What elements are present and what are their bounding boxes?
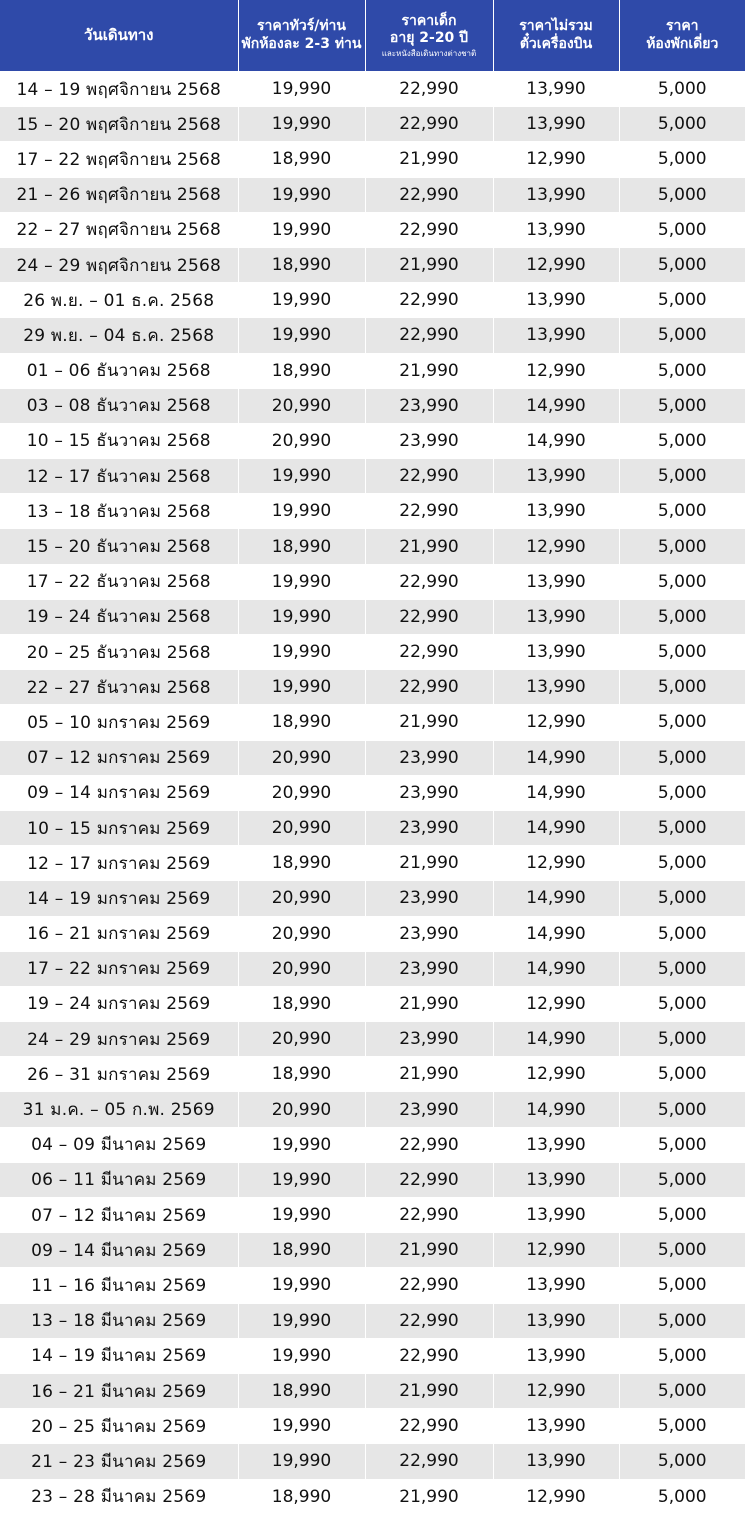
child-price-cell: 23,990: [365, 810, 493, 845]
no-ticket-price-cell: 13,990: [493, 635, 619, 670]
table-row: [0, 1127, 745, 1162]
travel-date-cell: 20 – 25 ธันวาคม 2568: [0, 635, 238, 670]
single-room-price-cell: 5,000: [619, 1162, 745, 1197]
table-row: [0, 810, 745, 845]
travel-date-cell: 10 – 15 มกราคม 2569: [0, 810, 238, 845]
table-row: [0, 916, 745, 951]
table-row: [0, 1022, 745, 1057]
travel-date-cell: 06 – 11 มีนาคม 2569: [0, 1162, 238, 1197]
no-ticket-price-cell: 13,990: [493, 318, 619, 353]
child-price-cell: 21,990: [365, 986, 493, 1021]
single-room-price-cell: 5,000: [619, 1338, 745, 1373]
no-ticket-price-cell: 12,990: [493, 1057, 619, 1092]
travel-date-cell: 29 พ.ย. – 04 ธ.ค. 2568: [0, 318, 238, 353]
table-row: [0, 1233, 745, 1268]
no-ticket-price-cell: 12,990: [493, 1373, 619, 1408]
no-ticket-price-cell: 12,990: [493, 986, 619, 1021]
child-price-cell: 22,990: [365, 635, 493, 670]
table-row: [0, 212, 745, 247]
adult-price-cell: 19,990: [238, 72, 365, 107]
adult-price-cell: 20,990: [238, 1022, 365, 1057]
travel-date-cell: 26 พ.ย. – 01 ธ.ค. 2568: [0, 283, 238, 318]
adult-price-cell: 18,990: [238, 529, 365, 564]
header-no-ticket-price: [493, 0, 619, 72]
adult-price-cell: 19,990: [238, 107, 365, 142]
child-price-cell: 22,990: [365, 564, 493, 599]
table-row: [0, 107, 745, 142]
travel-date-cell: 04 – 09 มีนาคม 2569: [0, 1127, 238, 1162]
no-ticket-price-cell: 13,990: [493, 599, 619, 634]
travel-date-cell: 19 – 24 ธันวาคม 2568: [0, 599, 238, 634]
single-room-price-cell: 5,000: [619, 1092, 745, 1127]
adult-price-cell: 18,990: [238, 1479, 365, 1514]
child-price-cell: 23,990: [365, 740, 493, 775]
single-room-price-cell: 5,000: [619, 635, 745, 670]
child-price-cell: 23,990: [365, 1092, 493, 1127]
child-price-cell: 22,990: [365, 72, 493, 107]
adult-price-cell: 19,990: [238, 1409, 365, 1444]
table-row: [0, 1092, 745, 1127]
single-room-price-cell: 5,000: [619, 951, 745, 986]
travel-date-cell: 11 – 16 มีนาคม 2569: [0, 1268, 238, 1303]
travel-date-cell: 24 – 29 มกราคม 2569: [0, 1022, 238, 1057]
child-price-cell: 22,990: [365, 212, 493, 247]
travel-date-cell: 07 – 12 มีนาคม 2569: [0, 1198, 238, 1233]
single-room-price-cell: 5,000: [619, 599, 745, 634]
travel-date-cell: 09 – 14 มีนาคม 2569: [0, 1233, 238, 1268]
table-row: [0, 599, 745, 634]
header-travel-date: [0, 0, 238, 72]
travel-date-cell: 21 – 23 มีนาคม 2569: [0, 1444, 238, 1479]
single-room-price-cell: 5,000: [619, 986, 745, 1021]
header-no-ticket-price-line1: ราคาไม่รวม: [519, 18, 593, 34]
child-price-cell: 21,990: [365, 1233, 493, 1268]
child-price-cell: 21,990: [365, 846, 493, 881]
travel-date-cell: 13 – 18 มีนาคม 2569: [0, 1303, 238, 1338]
table-row: [0, 72, 745, 107]
single-room-price-cell: 5,000: [619, 1479, 745, 1514]
no-ticket-price-cell: 13,990: [493, 283, 619, 318]
travel-date-cell: 26 – 31 มกราคม 2569: [0, 1057, 238, 1092]
table-row: [0, 318, 745, 353]
adult-price-cell: 20,990: [238, 916, 365, 951]
travel-date-cell: 15 – 20 ธันวาคม 2568: [0, 529, 238, 564]
adult-price-cell: 20,990: [238, 423, 365, 458]
single-room-price-cell: 5,000: [619, 1444, 745, 1479]
header-single-room-price-line2: ห้องพักเดี่ยว: [646, 35, 719, 52]
child-price-cell: 21,990: [365, 247, 493, 282]
table-row: [0, 881, 745, 916]
single-room-price-cell: 5,000: [619, 177, 745, 212]
adult-price-cell: 20,990: [238, 810, 365, 845]
single-room-price-cell: 5,000: [619, 353, 745, 388]
no-ticket-price-cell: 13,990: [493, 212, 619, 247]
single-room-price-cell: 5,000: [619, 283, 745, 318]
adult-price-cell: 19,990: [238, 283, 365, 318]
child-price-cell: 21,990: [365, 1479, 493, 1514]
adult-price-cell: 19,990: [238, 1268, 365, 1303]
child-price-cell: 22,990: [365, 318, 493, 353]
single-room-price-cell: 5,000: [619, 775, 745, 810]
child-price-cell: 22,990: [365, 599, 493, 634]
child-price-cell: 21,990: [365, 1373, 493, 1408]
table-row: [0, 1444, 745, 1479]
single-room-price-cell: 5,000: [619, 72, 745, 107]
adult-price-cell: 18,990: [238, 1057, 365, 1092]
single-room-price-cell: 5,000: [619, 459, 745, 494]
no-ticket-price-cell: 14,990: [493, 388, 619, 423]
table-row: [0, 1162, 745, 1197]
table-row: [0, 494, 745, 529]
adult-price-cell: 18,990: [238, 986, 365, 1021]
single-room-price-cell: 5,000: [619, 670, 745, 705]
child-price-cell: 22,990: [365, 1198, 493, 1233]
travel-date-cell: 21 – 26 พฤศจิกายน 2568: [0, 177, 238, 212]
table-row: [0, 1057, 745, 1092]
child-price-cell: 23,990: [365, 423, 493, 458]
no-ticket-price-cell: 14,990: [493, 740, 619, 775]
no-ticket-price-cell: 12,990: [493, 1233, 619, 1268]
no-ticket-price-cell: 14,990: [493, 951, 619, 986]
adult-price-cell: 20,990: [238, 1092, 365, 1127]
child-price-cell: 21,990: [365, 142, 493, 177]
single-room-price-cell: 5,000: [619, 740, 745, 775]
no-ticket-price-cell: 13,990: [493, 670, 619, 705]
child-price-cell: 22,990: [365, 1409, 493, 1444]
adult-price-cell: 19,990: [238, 1303, 365, 1338]
header-single-room-price-line1: ราคา: [665, 18, 699, 34]
adult-price-cell: 18,990: [238, 353, 365, 388]
adult-price-cell: 19,990: [238, 1162, 365, 1197]
travel-date-cell: 12 – 17 มกราคม 2569: [0, 846, 238, 881]
adult-price-cell: 19,990: [238, 212, 365, 247]
travel-date-cell: 20 – 25 มีนาคม 2569: [0, 1409, 238, 1444]
child-price-cell: 23,990: [365, 916, 493, 951]
no-ticket-price-cell: 12,990: [493, 142, 619, 177]
child-price-cell: 22,990: [365, 1338, 493, 1373]
no-ticket-price-cell: 14,990: [493, 1022, 619, 1057]
table-row: [0, 177, 745, 212]
header-child-price-line1: ราคาเด็ก: [401, 12, 457, 29]
single-room-price-cell: 5,000: [619, 423, 745, 458]
header-single-room-price: [619, 0, 745, 72]
adult-price-cell: 19,990: [238, 494, 365, 529]
travel-date-cell: 22 – 27 ธันวาคม 2568: [0, 670, 238, 705]
single-room-price-cell: 5,000: [619, 1409, 745, 1444]
no-ticket-price-cell: 12,990: [493, 846, 619, 881]
single-room-price-cell: 5,000: [619, 1022, 745, 1057]
table-row: [0, 459, 745, 494]
single-room-price-cell: 5,000: [619, 1127, 745, 1162]
header-row: [0, 0, 745, 72]
child-price-cell: 21,990: [365, 353, 493, 388]
adult-price-cell: 19,990: [238, 599, 365, 634]
adult-price-cell: 19,990: [238, 1198, 365, 1233]
header-adult-price-line2: พักห้องละ 2-3 ท่าน: [241, 35, 362, 52]
child-price-cell: 22,990: [365, 1268, 493, 1303]
table-row: [0, 986, 745, 1021]
travel-date-cell: 13 – 18 ธันวาคม 2568: [0, 494, 238, 529]
table-row: [0, 247, 745, 282]
table-row: [0, 1373, 745, 1408]
travel-date-cell: 16 – 21 มกราคม 2569: [0, 916, 238, 951]
no-ticket-price-cell: 12,990: [493, 1479, 619, 1514]
no-ticket-price-cell: 14,990: [493, 881, 619, 916]
no-ticket-price-cell: 12,990: [493, 247, 619, 282]
no-ticket-price-cell: 13,990: [493, 1444, 619, 1479]
adult-price-cell: 18,990: [238, 705, 365, 740]
no-ticket-price-cell: 13,990: [493, 1198, 619, 1233]
child-price-cell: 21,990: [365, 1057, 493, 1092]
single-room-price-cell: 5,000: [619, 1303, 745, 1338]
adult-price-cell: 18,990: [238, 846, 365, 881]
table-row: [0, 1303, 745, 1338]
child-price-cell: 22,990: [365, 107, 493, 142]
single-room-price-cell: 5,000: [619, 916, 745, 951]
child-price-cell: 22,990: [365, 1127, 493, 1162]
adult-price-cell: 18,990: [238, 1373, 365, 1408]
single-room-price-cell: 5,000: [619, 1233, 745, 1268]
table-row: [0, 846, 745, 881]
header-no-ticket-price-line2: ตั๋วเครื่องบิน: [519, 35, 593, 52]
no-ticket-price-cell: 13,990: [493, 1162, 619, 1197]
child-price-cell: 22,990: [365, 1162, 493, 1197]
no-ticket-price-cell: 12,990: [493, 529, 619, 564]
adult-price-cell: 20,990: [238, 881, 365, 916]
single-room-price-cell: 5,000: [619, 318, 745, 353]
single-room-price-cell: 5,000: [619, 810, 745, 845]
no-ticket-price-cell: 13,990: [493, 494, 619, 529]
child-price-cell: 23,990: [365, 951, 493, 986]
adult-price-cell: 19,990: [238, 177, 365, 212]
table-row: [0, 142, 745, 177]
travel-date-cell: 15 – 20 พฤศจิกายน 2568: [0, 107, 238, 142]
travel-date-cell: 24 – 29 พฤศจิกายน 2568: [0, 247, 238, 282]
no-ticket-price-cell: 13,990: [493, 177, 619, 212]
travel-date-cell: 09 – 14 มกราคม 2569: [0, 775, 238, 810]
single-room-price-cell: 5,000: [619, 705, 745, 740]
adult-price-cell: 19,990: [238, 1338, 365, 1373]
travel-date-cell: 17 – 22 พฤศจิกายน 2568: [0, 142, 238, 177]
no-ticket-price-cell: 13,990: [493, 564, 619, 599]
travel-date-cell: 14 – 19 พฤศจิกายน 2568: [0, 72, 238, 107]
adult-price-cell: 19,990: [238, 1444, 365, 1479]
travel-date-cell: 14 – 19 มกราคม 2569: [0, 881, 238, 916]
child-price-cell: 22,990: [365, 1444, 493, 1479]
no-ticket-price-cell: 13,990: [493, 1409, 619, 1444]
table-row: [0, 564, 745, 599]
travel-date-cell: 05 – 10 มกราคม 2569: [0, 705, 238, 740]
adult-price-cell: 20,990: [238, 775, 365, 810]
table-row: [0, 1198, 745, 1233]
table-row: [0, 529, 745, 564]
table-header: [0, 0, 745, 72]
single-room-price-cell: 5,000: [619, 529, 745, 564]
adult-price-cell: 20,990: [238, 951, 365, 986]
child-price-cell: 23,990: [365, 775, 493, 810]
child-price-cell: 23,990: [365, 881, 493, 916]
adult-price-cell: 18,990: [238, 1233, 365, 1268]
travel-date-cell: 17 – 22 มกราคม 2569: [0, 951, 238, 986]
single-room-price-cell: 5,000: [619, 1198, 745, 1233]
single-room-price-cell: 5,000: [619, 142, 745, 177]
child-price-cell: 23,990: [365, 388, 493, 423]
table-row: [0, 423, 745, 458]
adult-price-cell: 18,990: [238, 247, 365, 282]
table-body: [0, 72, 745, 1515]
single-room-price-cell: 5,000: [619, 388, 745, 423]
header-child-price: [365, 0, 493, 72]
travel-date-cell: 17 – 22 ธันวาคม 2568: [0, 564, 238, 599]
single-room-price-cell: 5,000: [619, 846, 745, 881]
travel-date-cell: 19 – 24 มกราคม 2569: [0, 986, 238, 1021]
no-ticket-price-cell: 13,990: [493, 459, 619, 494]
no-ticket-price-cell: 13,990: [493, 1303, 619, 1338]
single-room-price-cell: 5,000: [619, 1268, 745, 1303]
adult-price-cell: 19,990: [238, 459, 365, 494]
travel-date-cell: 14 – 19 มีนาคม 2569: [0, 1338, 238, 1373]
child-price-cell: 22,990: [365, 1303, 493, 1338]
header-travel-date-label: วันเดินทาง: [84, 26, 154, 45]
table-row: [0, 705, 745, 740]
single-room-price-cell: 5,000: [619, 212, 745, 247]
table-row: [0, 1409, 745, 1444]
travel-date-cell: 31 ม.ค. – 05 ก.พ. 2569: [0, 1092, 238, 1127]
child-price-cell: 21,990: [365, 705, 493, 740]
table-row: [0, 1338, 745, 1373]
table-row: [0, 1268, 745, 1303]
single-room-price-cell: 5,000: [619, 564, 745, 599]
table-row: [0, 283, 745, 318]
single-room-price-cell: 5,000: [619, 1057, 745, 1092]
child-price-cell: 23,990: [365, 1022, 493, 1057]
travel-date-cell: 12 – 17 ธันวาคม 2568: [0, 459, 238, 494]
table-row: [0, 353, 745, 388]
travel-date-cell: 22 – 27 พฤศจิกายน 2568: [0, 212, 238, 247]
child-price-cell: 22,990: [365, 177, 493, 212]
single-room-price-cell: 5,000: [619, 107, 745, 142]
no-ticket-price-cell: 13,990: [493, 107, 619, 142]
no-ticket-price-cell: 14,990: [493, 1092, 619, 1127]
adult-price-cell: 19,990: [238, 635, 365, 670]
no-ticket-price-cell: 13,990: [493, 1127, 619, 1162]
single-room-price-cell: 5,000: [619, 1373, 745, 1408]
travel-date-cell: 01 – 06 ธันวาคม 2568: [0, 353, 238, 388]
no-ticket-price-cell: 13,990: [493, 1338, 619, 1373]
child-price-cell: 22,990: [365, 459, 493, 494]
travel-date-cell: 23 – 28 มีนาคม 2569: [0, 1479, 238, 1514]
no-ticket-price-cell: 13,990: [493, 72, 619, 107]
no-ticket-price-cell: 13,990: [493, 1268, 619, 1303]
table-row: [0, 1479, 745, 1514]
adult-price-cell: 18,990: [238, 142, 365, 177]
travel-date-cell: 10 – 15 ธันวาคม 2568: [0, 423, 238, 458]
adult-price-cell: 19,990: [238, 564, 365, 599]
single-room-price-cell: 5,000: [619, 881, 745, 916]
table-row: [0, 775, 745, 810]
travel-date-cell: 07 – 12 มกราคม 2569: [0, 740, 238, 775]
header-child-price-note: และหนังสือเดินทางต่างชาติ: [381, 48, 477, 58]
no-ticket-price-cell: 12,990: [493, 353, 619, 388]
child-price-cell: 22,990: [365, 494, 493, 529]
table-row: [0, 388, 745, 423]
adult-price-cell: 19,990: [238, 670, 365, 705]
adult-price-cell: 20,990: [238, 388, 365, 423]
travel-date-cell: 16 – 21 มีนาคม 2569: [0, 1373, 238, 1408]
no-ticket-price-cell: 14,990: [493, 810, 619, 845]
table-row: [0, 670, 745, 705]
adult-price-cell: 19,990: [238, 318, 365, 353]
child-price-cell: 22,990: [365, 283, 493, 318]
no-ticket-price-cell: 14,990: [493, 775, 619, 810]
no-ticket-price-cell: 14,990: [493, 916, 619, 951]
header-adult-price-line1: ราคาทัวร์/ท่าน: [257, 18, 346, 34]
adult-price-cell: 20,990: [238, 740, 365, 775]
table-row: [0, 635, 745, 670]
header-adult-price: [238, 0, 365, 72]
single-room-price-cell: 5,000: [619, 494, 745, 529]
adult-price-cell: 19,990: [238, 1127, 365, 1162]
no-ticket-price-cell: 12,990: [493, 705, 619, 740]
child-price-cell: 22,990: [365, 670, 493, 705]
child-price-cell: 21,990: [365, 529, 493, 564]
table-row: [0, 951, 745, 986]
no-ticket-price-cell: 14,990: [493, 423, 619, 458]
header-child-price-line2: อายุ 2-20 ปี: [389, 30, 469, 46]
table-row: [0, 740, 745, 775]
travel-date-cell: 03 – 08 ธันวาคม 2568: [0, 388, 238, 423]
single-room-price-cell: 5,000: [619, 247, 745, 282]
